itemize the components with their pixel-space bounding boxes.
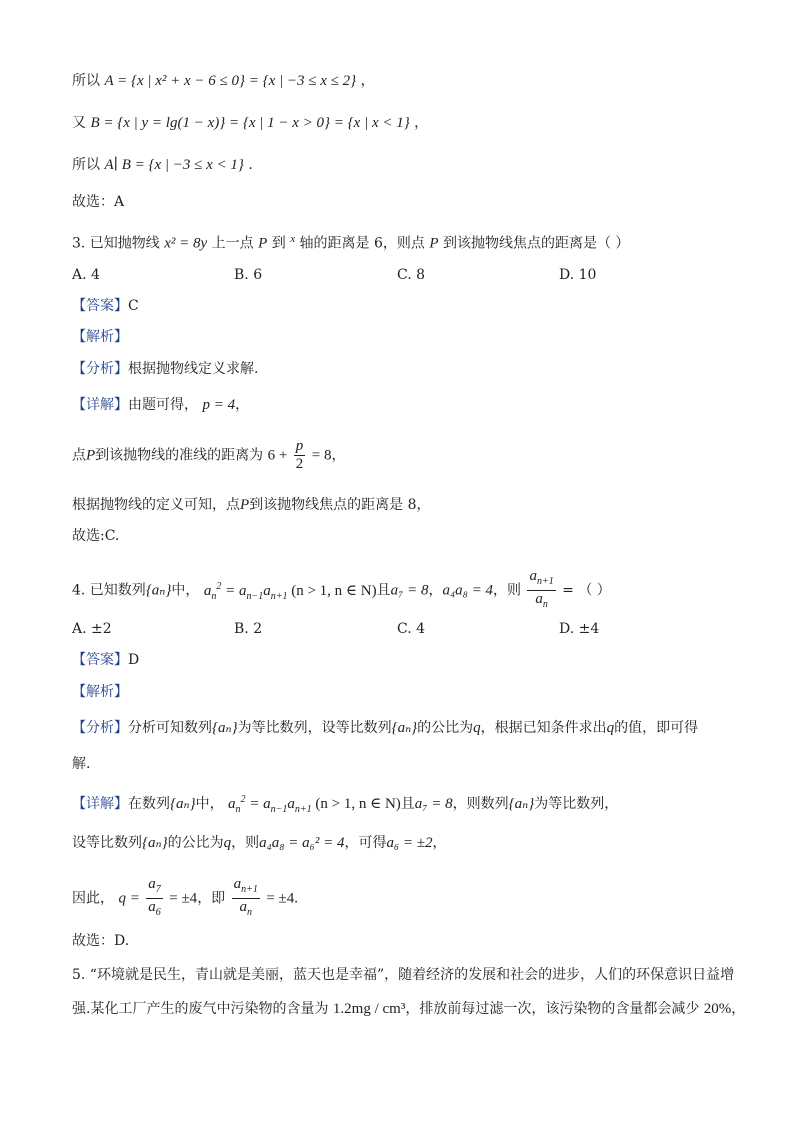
stem-text: 强.某化工厂产生的废气中污染物的含量为 xyxy=(72,1001,329,1017)
stem-text: 中， xyxy=(171,582,200,599)
stem-text: 上一点 xyxy=(211,235,254,252)
line-set-b xyxy=(72,114,428,132)
punct: ， xyxy=(235,397,250,413)
recurrence-expression: $a_n^2 = a_{n-1}a_{n+1}$ (n > 1, n ∈ N) xyxy=(203,580,377,602)
detail-line xyxy=(72,396,249,414)
fraction-numerator: $a_{n+1}$ xyxy=(232,876,260,899)
point-symbol: P xyxy=(429,235,439,252)
math-expression: A∣ B = {x | −3 ≤ x < 1} xyxy=(104,157,244,173)
ratio-symbol: q xyxy=(606,720,615,736)
def-text: 根据抛物线的定义可知，点 xyxy=(72,497,240,513)
sequence-symbol: {aₙ} xyxy=(170,796,196,812)
math-expression: x² = 8y xyxy=(164,235,208,252)
stem-text: 4. 已知数列 xyxy=(72,582,146,599)
sequence-symbol: {aₙ} xyxy=(212,720,238,736)
stem-text: 到 xyxy=(271,235,286,252)
math-expression: = 8 xyxy=(311,447,332,464)
analysis-heading xyxy=(72,683,128,701)
detail-text: ，则数列 xyxy=(452,796,509,812)
line-set-a xyxy=(72,72,375,90)
detail-text: 且 xyxy=(400,796,415,812)
lead-text: 又 xyxy=(72,115,86,131)
ratio-text: 的公比为 xyxy=(167,835,224,851)
question-5-line-2 xyxy=(72,1000,745,1018)
stem-text: 到该抛物线焦点的距离是（ ） xyxy=(442,235,630,252)
ratio-text: 设等比数列 xyxy=(72,835,142,851)
stem-text: 轴的距离是 6，则点 xyxy=(299,235,425,252)
fraction-numerator: $a_{n+1}$ xyxy=(527,568,555,591)
question-4-stem xyxy=(72,568,611,613)
stem-text: ， xyxy=(731,1001,746,1017)
detail-text: 在数列 xyxy=(128,796,170,812)
math-expression: 20% xyxy=(703,1001,732,1017)
option-b: B. 2 xyxy=(234,621,263,637)
punct: ， xyxy=(331,447,346,464)
ratio-line xyxy=(72,834,447,852)
recurrence-expression: $a_n^2 = a_{n-1}a_{n+1}$ (n > 1, n ∈ N) xyxy=(228,794,401,815)
sequence-symbol: {aₙ} xyxy=(391,720,418,736)
question-3-stem xyxy=(72,230,629,253)
line-intersection xyxy=(72,156,253,174)
math-expression: 6 + xyxy=(267,447,288,464)
answer-value: C xyxy=(128,298,139,314)
punct: ， xyxy=(414,115,429,131)
analysis-heading xyxy=(72,328,128,346)
option-a: A. 4 xyxy=(72,267,100,283)
fraction-denominator: $a_6$ xyxy=(148,899,161,918)
detail-tag: 【详解】 xyxy=(72,397,128,413)
fenxi-text: 根据抛物线定义求解. xyxy=(128,361,259,377)
point-symbol: P xyxy=(240,497,250,513)
ratio-symbol: q xyxy=(223,835,232,851)
stem-text: 3. 已知抛物线 xyxy=(72,235,160,252)
fraction-numerator: p xyxy=(295,438,304,454)
detail-text: 由题可得， xyxy=(128,397,198,413)
ratio-text: ，则 xyxy=(231,835,260,851)
fenxi-line xyxy=(72,719,698,737)
axis-symbol: x xyxy=(290,233,296,245)
fraction-numerator: $a_7$ xyxy=(146,876,163,899)
def-text: 到该抛物线焦点的距离是 8， xyxy=(249,497,431,513)
detail-text: 为等比数列， xyxy=(534,796,619,812)
option-c: C. 8 xyxy=(397,267,426,283)
fenxi-line xyxy=(72,360,258,378)
definition-line xyxy=(72,496,431,514)
math-expression: q = xyxy=(118,890,140,907)
punct: ， xyxy=(360,73,375,89)
fenxi-tag: 【分析】 xyxy=(72,361,128,377)
point-symbol: P xyxy=(258,235,268,252)
stem-text: ，排放前每过滤一次，该污染物的含量都会减少 xyxy=(405,1001,700,1017)
answer-line xyxy=(72,297,139,315)
thus-text: 因此， xyxy=(72,890,114,907)
choose-line: 故选：A xyxy=(72,194,125,210)
ratio-symbol: q xyxy=(473,720,481,736)
stem-text: 且 xyxy=(376,582,391,599)
sequence-symbol: {aₙ} xyxy=(508,796,535,812)
math-expression: a₆ = ±2 xyxy=(386,835,433,851)
analysis-tag: 【解析】 xyxy=(72,684,128,700)
question-5-line-1: 5. “环境就是民生，青山就是美丽，蓝天也是幸福”，随着经济的发展和社会的进步，人们的环保意识日益增 xyxy=(72,967,735,983)
math-expression: = ±4. xyxy=(266,890,299,907)
lead-text: 所以 xyxy=(72,73,100,89)
sequence-symbol: {aₙ} xyxy=(142,835,168,851)
answer-line xyxy=(72,651,139,669)
fenxi-tag: 【分析】 xyxy=(72,720,128,736)
detail-tag: 【详解】 xyxy=(72,796,128,812)
thus-line xyxy=(72,876,298,921)
detail-line xyxy=(72,791,618,819)
math-expression: B = {x | y = lg(1 − x)} = {x | 1 − x > 0} = {x | x < 1} xyxy=(90,115,410,131)
point-symbol: P xyxy=(86,447,96,464)
fraction-p-over-2 xyxy=(294,438,306,473)
fenxi-text: 为等比数列，设等比数列 xyxy=(237,720,392,736)
fenxi-text: 的公比为 xyxy=(417,720,474,736)
math-expression: = ±4 xyxy=(169,890,198,907)
choose-line: 故选：D. xyxy=(72,933,130,949)
option-c: C. 4 xyxy=(397,621,426,637)
answer-value: D xyxy=(128,652,140,668)
option-a: A. ±2 xyxy=(72,621,112,637)
fraction-an1-over-an xyxy=(232,876,260,921)
math-expression: a₄a₈ = a₆² = 4 xyxy=(259,835,345,851)
dist-text: 点 xyxy=(72,447,86,464)
sequence-symbol: {aₙ} xyxy=(145,582,172,599)
dist-text: 到该抛物线的准线的距离为 xyxy=(95,447,264,464)
stem-text: ，则 xyxy=(493,582,522,599)
math-expression: A = {x | x² + x − 6 ≤ 0} = {x | −3 ≤ x ≤ 2} xyxy=(104,73,357,89)
fenxi-wrap: 解. xyxy=(72,756,91,772)
distance-line xyxy=(72,438,345,473)
lead-text: 所以 xyxy=(72,157,100,173)
punct: ， xyxy=(432,835,447,851)
fenxi-text: 的值，即可得 xyxy=(614,720,699,736)
thus-text: ，即 xyxy=(197,890,226,907)
answer-tag: 【答案】 xyxy=(72,298,128,314)
math-expression: a₄a₈ = 4 xyxy=(442,582,494,599)
math-expression: 1.2mg / cm³ xyxy=(332,1001,406,1017)
fenxi-text: 分析可知数列 xyxy=(128,720,212,736)
math-expression: p = 4 xyxy=(202,397,236,413)
fraction-denominator: $a_n$ xyxy=(239,899,253,918)
punct: . xyxy=(248,157,253,173)
math-expression: a₇ = 8 xyxy=(390,582,429,599)
option-d: D. ±4 xyxy=(559,621,600,637)
option-d: D. 10 xyxy=(559,267,597,283)
detail-text: 中， xyxy=(195,796,224,812)
fraction-denominator: 2 xyxy=(295,456,304,472)
stem-text: = （ ） xyxy=(562,582,611,599)
math-expression: a₇ = 8 xyxy=(414,796,453,812)
option-b: B. 6 xyxy=(234,267,263,283)
fraction-an1-over-an xyxy=(527,568,555,613)
fraction-denominator: $a_n$ xyxy=(535,591,548,610)
fraction-a7-over-a6 xyxy=(146,876,163,921)
fenxi-text: ，根据已知条件求出 xyxy=(480,720,607,736)
answer-tag: 【答案】 xyxy=(72,652,128,668)
choose-line: 故选:C. xyxy=(72,528,120,544)
analysis-tag: 【解析】 xyxy=(72,329,128,345)
punct: ， xyxy=(428,582,443,599)
ratio-text: ，可得 xyxy=(344,835,387,851)
